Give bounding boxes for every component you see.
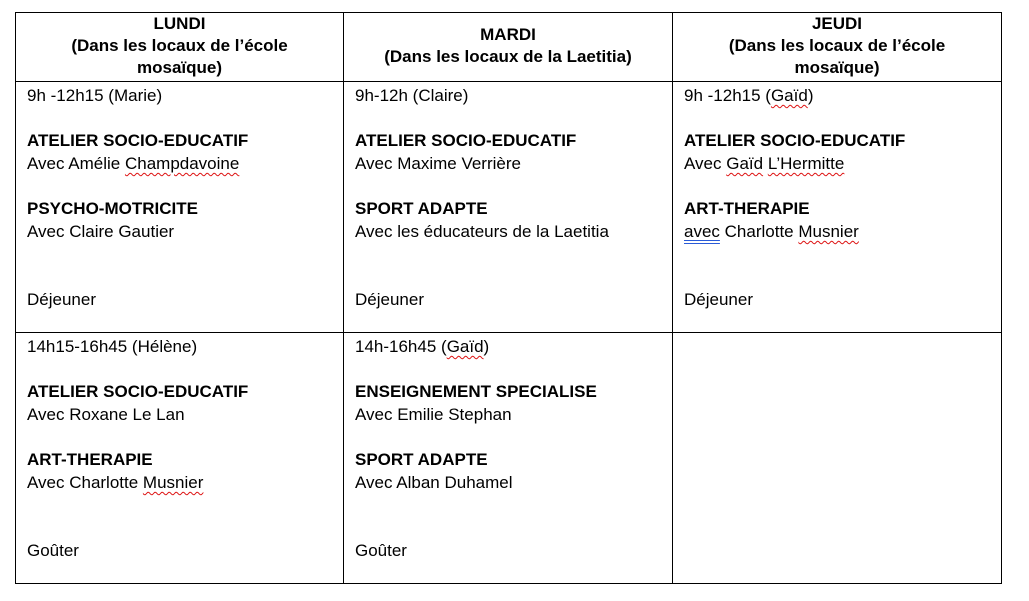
cell-lundi-morning (16, 82, 344, 333)
activity-title: SPORT ADAPTE (355, 199, 488, 218)
activity-title: ATELIER SOCIO-EDUCATIF (27, 131, 249, 150)
activity-leader: avec Charlotte Musnier (684, 222, 859, 241)
time-slot: 9h -12h15 (Gaïd) (684, 86, 814, 105)
spell-marked-word: Champdavoine (124, 154, 240, 173)
spell-marked-word: Gaïd (726, 154, 764, 173)
activity-leader: Avec Amélie Champdavoine (27, 154, 240, 173)
meal-label: Déjeuner (27, 290, 96, 309)
snack-label: Goûter (355, 541, 407, 560)
activity-title: PSYCHO-MOTRICITE (27, 199, 198, 218)
activity-leader: Avec Gaïd L’Hermitte (684, 154, 845, 173)
header-row (16, 13, 1002, 82)
activity-leader: Avec Roxane Le Lan (27, 405, 185, 424)
activity-title: ATELIER SOCIO-EDUCATIF (355, 131, 577, 150)
activity-leader: Avec Charlotte Musnier (27, 473, 204, 492)
activity-title: ATELIER SOCIO-EDUCATIF (684, 131, 906, 150)
spell-marked-word: Gaïd (770, 86, 808, 105)
cell-lundi-afternoon (16, 333, 344, 584)
activity-title: ATELIER SOCIO-EDUCATIF (27, 382, 249, 401)
time-slot: 9h-12h (Claire) (355, 86, 469, 105)
activity-title: ENSEIGNEMENT SPECIALISE (355, 382, 597, 401)
header-place: (Dans les locaux de l’école (71, 36, 288, 55)
meal-label: Déjeuner (684, 290, 753, 309)
schedule-table (15, 12, 1002, 584)
morning-row (16, 82, 1002, 333)
header-day: LUNDI (153, 14, 206, 33)
header-lundi (16, 13, 344, 82)
activity-leader: Avec Alban Duhamel (355, 473, 513, 492)
time-slot: 14h15-16h45 (Hélène) (27, 337, 198, 356)
cell-jeudi-afternoon-empty (673, 333, 1002, 584)
header-place: mosaïque) (794, 58, 880, 77)
cell-jeudi-morning (673, 82, 1002, 333)
header-place: (Dans les locaux de la Laetitia) (384, 47, 632, 66)
cell-mardi-afternoon (344, 333, 673, 584)
spell-marked-word: Musnier (798, 222, 859, 241)
header-day: JEUDI (811, 14, 863, 33)
time-slot: 14h-16h45 (Gaïd) (355, 337, 490, 356)
header-place: (Dans les locaux de l’école (728, 36, 946, 55)
afternoon-row (16, 333, 1002, 584)
cell-mardi-morning (344, 82, 673, 333)
header-jeudi (673, 13, 1002, 82)
activity-leader: Avec Claire Gautier (27, 222, 175, 241)
time-slot: 9h -12h15 (Marie) (27, 86, 163, 105)
activity-title: ART-THERAPIE (684, 199, 810, 218)
snack-label: Goûter (27, 541, 79, 560)
spell-marked-word: Musnier (142, 473, 204, 492)
meal-label: Déjeuner (355, 290, 424, 309)
grammar-marked-word: avec (684, 222, 720, 241)
header-day: MARDI (480, 25, 536, 44)
activity-leader: Avec les éducateurs de la Laetitia (355, 222, 609, 241)
spell-marked-word: Gaïd (446, 337, 484, 356)
spell-marked-word: L’Hermitte (767, 154, 845, 173)
activity-leader: Avec Emilie Stephan (355, 405, 512, 424)
activity-title: ART-THERAPIE (27, 450, 153, 469)
activity-title: SPORT ADAPTE (355, 450, 488, 469)
activity-leader: Avec Maxime Verrière (355, 154, 521, 173)
header-place: mosaïque) (136, 58, 223, 77)
header-mardi (344, 13, 673, 82)
